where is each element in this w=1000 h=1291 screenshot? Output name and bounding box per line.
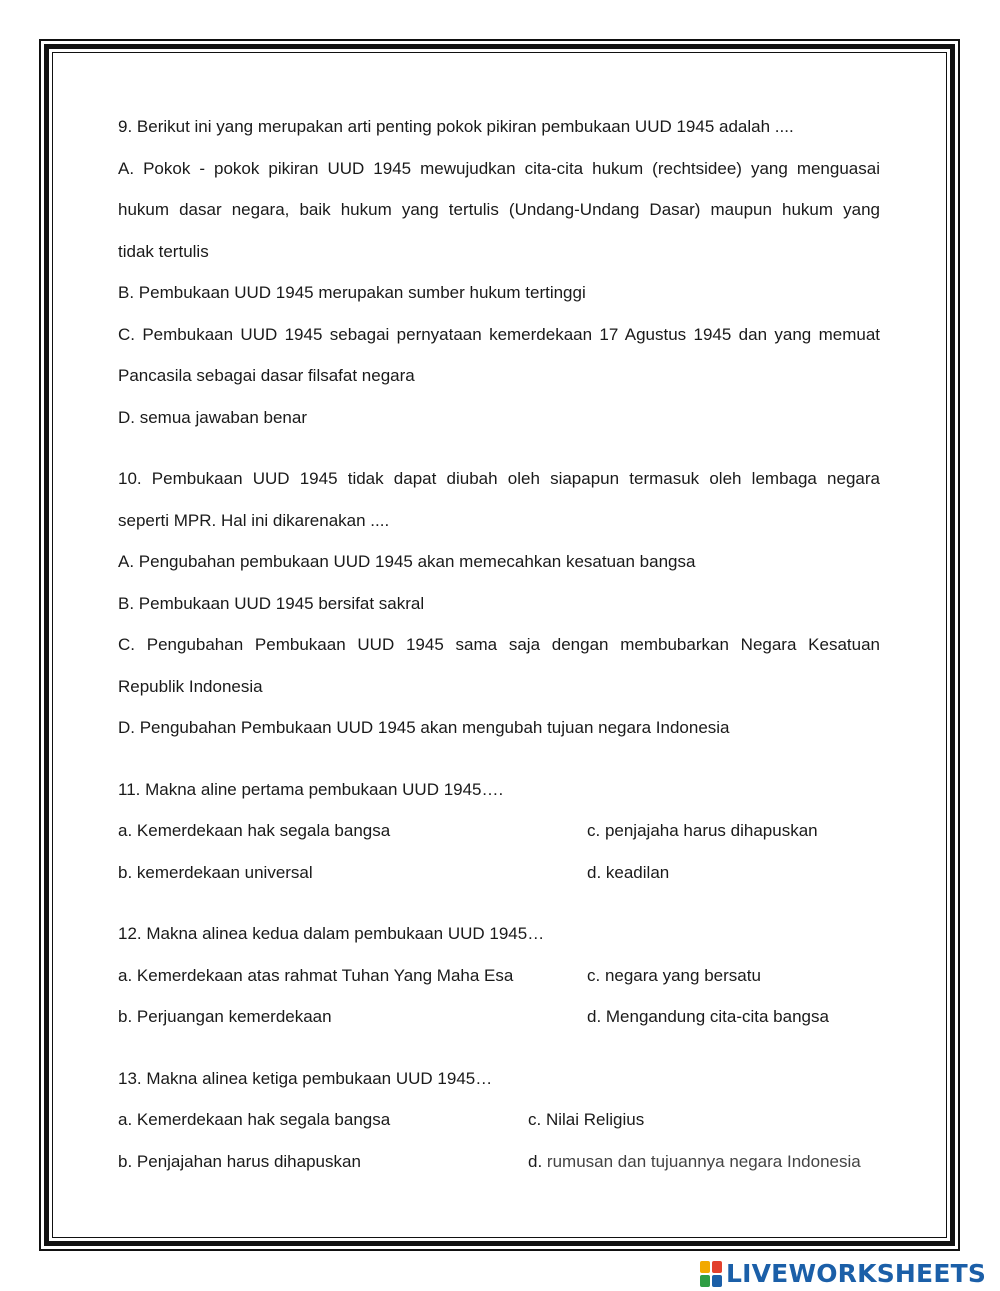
liveworksheets-icon xyxy=(700,1261,722,1287)
question-stem: 11. Makna aline pertama pembukaan UUD 1945…. xyxy=(118,779,504,799)
option-c-line-2: Pancasila sebagai dasar filsafat negara xyxy=(118,366,415,385)
logo-square-red xyxy=(712,1261,722,1273)
question-11 xyxy=(118,769,880,894)
worksheet-content xyxy=(118,106,880,1182)
option-d: d. Mengandung cita-cita bangsa xyxy=(587,1007,829,1026)
option-c-line-1: C. Pengubahan Pembukaan UUD 1945 sama saja dengan membubarkan Negara Kesatuan xyxy=(118,635,880,654)
logo-square-yellow xyxy=(700,1261,710,1273)
question-10 xyxy=(118,458,880,749)
option-d: d. keadilan xyxy=(587,862,670,882)
option-a: A. Pengubahan pembukaan UUD 1945 akan memecahkan kesatuan bangsa xyxy=(118,552,696,571)
option-a: a. Kemerdekaan atas rahmat Tuhan Yang Maha Esa xyxy=(118,965,514,985)
logo-square-green xyxy=(700,1275,710,1287)
question-stem-line-2: seperti MPR. Hal ini dikarenakan .... xyxy=(118,510,390,530)
question-stem: 13. Makna alinea ketiga pembukaan UUD 1945… xyxy=(118,1068,493,1088)
option-c: c. penjajaha harus dihapuskan xyxy=(587,821,818,840)
option-a-line-3: tidak tertulis xyxy=(118,241,209,261)
option-b: B. Pembukaan UUD 1945 merupakan sumber hukum tertinggi xyxy=(118,283,586,302)
option-d: D. semua jawaban benar xyxy=(118,407,308,427)
question-stem: 9. Berikut ini yang merupakan arti penting pokok pikiran pembukaan UUD 1945 adalah .... xyxy=(118,117,794,136)
option-c: c. negara yang bersatu xyxy=(587,965,761,985)
option-b: b. kemerdekaan universal xyxy=(118,862,313,882)
logo-square-blue xyxy=(712,1275,722,1287)
option-d-prefix: d. xyxy=(528,1151,543,1171)
option-c-line-2: Republik Indonesia xyxy=(118,676,263,696)
option-b: b. Perjuangan kemerdekaan xyxy=(118,1007,332,1026)
liveworksheets-logo[interactable] xyxy=(700,1259,986,1288)
option-a: a. Kemerdekaan hak segala bangsa xyxy=(118,1110,391,1129)
option-b: b. Penjajahan harus dihapuskan xyxy=(118,1151,361,1171)
option-d xyxy=(528,1141,861,1183)
option-b: B. Pembukaan UUD 1945 bersifat sakral xyxy=(118,593,425,613)
option-a-line-1: A. Pokok - pokok pikiran UUD 1945 mewujudkan cita-cita hukum (rechtsidee) yang menguasai xyxy=(118,158,880,178)
question-12 xyxy=(118,913,880,1038)
question-13 xyxy=(118,1058,880,1183)
question-stem-line-1: 10. Pembukaan UUD 1945 tidak dapat diubah oleh siapapun termasuk oleh lembaga negara xyxy=(118,469,880,488)
logo-text: LIVEWORKSHEETS xyxy=(726,1259,987,1288)
option-d: D. Pengubahan Pembukaan UUD 1945 akan mengubah tujuan negara Indonesia xyxy=(118,718,730,737)
option-c-line-1: C. Pembukaan UUD 1945 sebagai pernyataan kemerdekaan 17 Agustus 1945 dan yang memuat xyxy=(118,324,880,344)
question-9 xyxy=(118,106,880,438)
option-d-text: rumusan dan tujuannya negara Indonesia xyxy=(546,1151,861,1171)
question-stem: 12. Makna alinea kedua dalam pembukaan UUD 1945… xyxy=(118,924,545,943)
option-a: a. Kemerdekaan hak segala bangsa xyxy=(118,821,391,840)
option-a-line-2: hukum dasar negara, baik hukum yang tertulis (Undang-Undang Dasar) maupun hukum yang xyxy=(118,200,880,219)
option-c: c. Nilai Religius xyxy=(528,1110,645,1129)
